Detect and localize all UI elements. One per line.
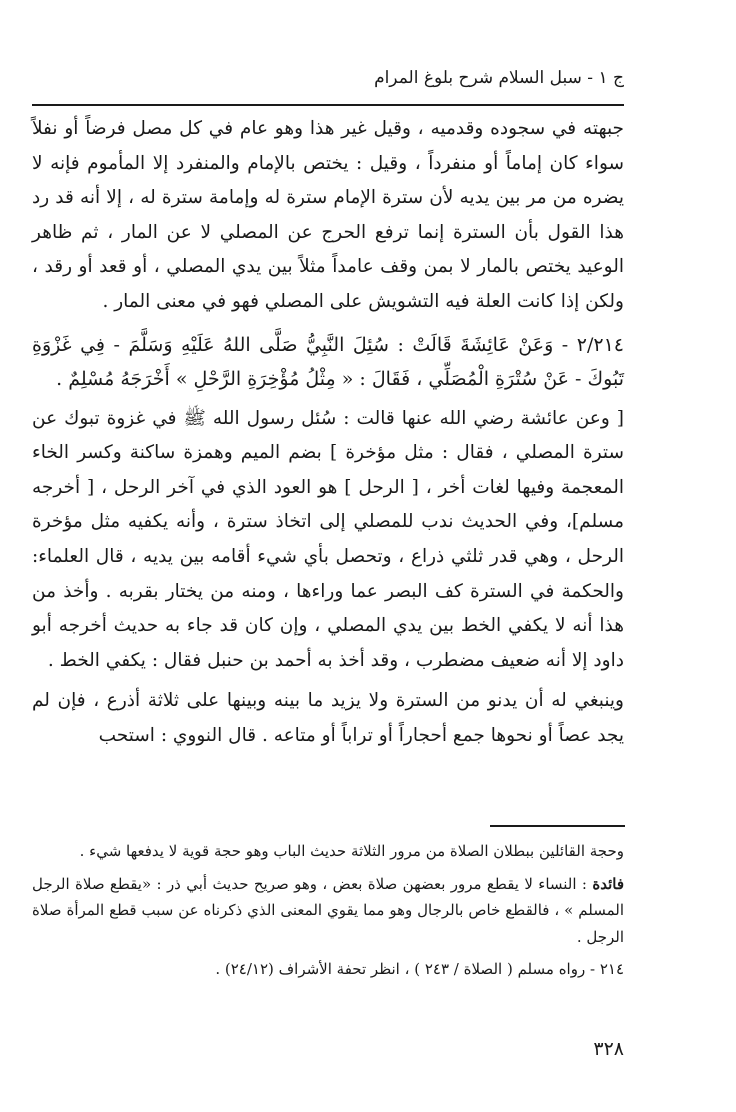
footnotes (32, 838, 624, 983)
main-text (32, 112, 624, 754)
commentary-paragraph-2: [ وعن عائشة رضي الله عنها قالت : سُئل رسول الله ﷺ في غزوة تبوك عن سترة المصلي ، فقال : مثل مؤخرة ] بضم الميم وهمزة ساكنة وكسر الخاء المعجمة وفيها لغات أخر ، [ الرحل ] هو العود الذي في آخر الرحل ، [ أخرجه مسلم]، وفي الحديث ندب للمصلي إلى اتخاذ سترة ، وأنه يكفيه مثل مؤخرة الرحل ، وهي قدر ثلثي ذراع ، وتحصل بأي شيء أقامه بين يديه ، قال العلماء: والحكمة في السترة كف البصر عما وراءها ، ومنه من يختار بقربه . وأخذ من هذا أنه لا يكفي الخط بين يدي المصلي ، وإن كان قد جاء به حديث أخرجه أبو داود إلا أنه ضعيف مضطرب ، وقد أخذ به أحمد بن حنبل فقال : يكفي الخط . (32, 407, 624, 671)
page-number: ٣٢٨ (593, 1038, 624, 1060)
footnote-2-label: فائدة (592, 874, 624, 893)
commentary-paragraph-3: وينبغي له أن يدنو من السترة ولا يزيد ما بينه وبينها على ثلاثة أذرع ، فإن لم يجد عصاً أو نحوها جمع أحجاراً أو تراباً أو متاعه . قال النووي : استحب (32, 690, 624, 746)
running-header: ج ١ - سبل السلام شرح بلوغ المرام (374, 68, 624, 88)
hadith-text: ٢/٢١٤ - وَعَنْ عَائِشَةَ قَالَتْ : سُئِلَ النَّبِيُّ صَلَّى اللهُ عَلَيْهِ وَسَلَّمَ - فِي غَزْوَةِ تَبُوكَ - عَنْ سُتْرَةِ الْمُصَلِّي ، فَقَالَ : « مِثْلُ مُؤْخِرَةِ الرَّحْلِ » أَخْرَجَهُ مُسْلِمٌ . (32, 333, 624, 390)
footnote-divider (490, 825, 625, 827)
footnote-1: وحجة القائلين ببطلان الصلاة من مرور الثلاثة حديث الباب وهو حجة قوية لا يدفعها شيء . (79, 842, 624, 860)
commentary-paragraph-1: جبهته في سجوده وقدميه ، وقيل غير هذا وهو عام في كل مصل فرضاً أو نفلاً سواء كان إماماً أو منفرداً ، وقيل : يختص بالإمام والمنفرد إلا المأموم فإنه لا يضره من مر بين يديه لأن سترة الإمام سترة له وإمامة سترة له ، إلا أنه قد رد هذا القول بأن السترة إنما ترفع الحرج عن المصلي لا عن المار ، ثم ظاهر الوعيد يختص بالمار لا بمن وقف عامداً مثلاً بين يدي المصلي ، أو قعد أو رقد ، ولكن إذا كانت العلة فيه التشويش على المصلي فهو في معنى المار . (32, 118, 624, 312)
header-divider (32, 104, 624, 106)
footnote-3: ٢١٤ - رواه مسلم ( الصلاة / ٢٤٣ ) ، انظر تحفة الأشراف (٢٤/١٢) . (215, 960, 624, 978)
footnote-2 (32, 871, 624, 951)
footnote-2-text: : النساء لا يقطع مرور بعضهن صلاة بعض ، وهو صريح حديث أبي ذر : «يقطع صلاة الرجل المسلم » ، فالقطع خاص بالرجال وهو مما يقوي المعنى الذي ذكرناه عن سبب قطع المرأة صلاة الرجل . (32, 874, 624, 946)
